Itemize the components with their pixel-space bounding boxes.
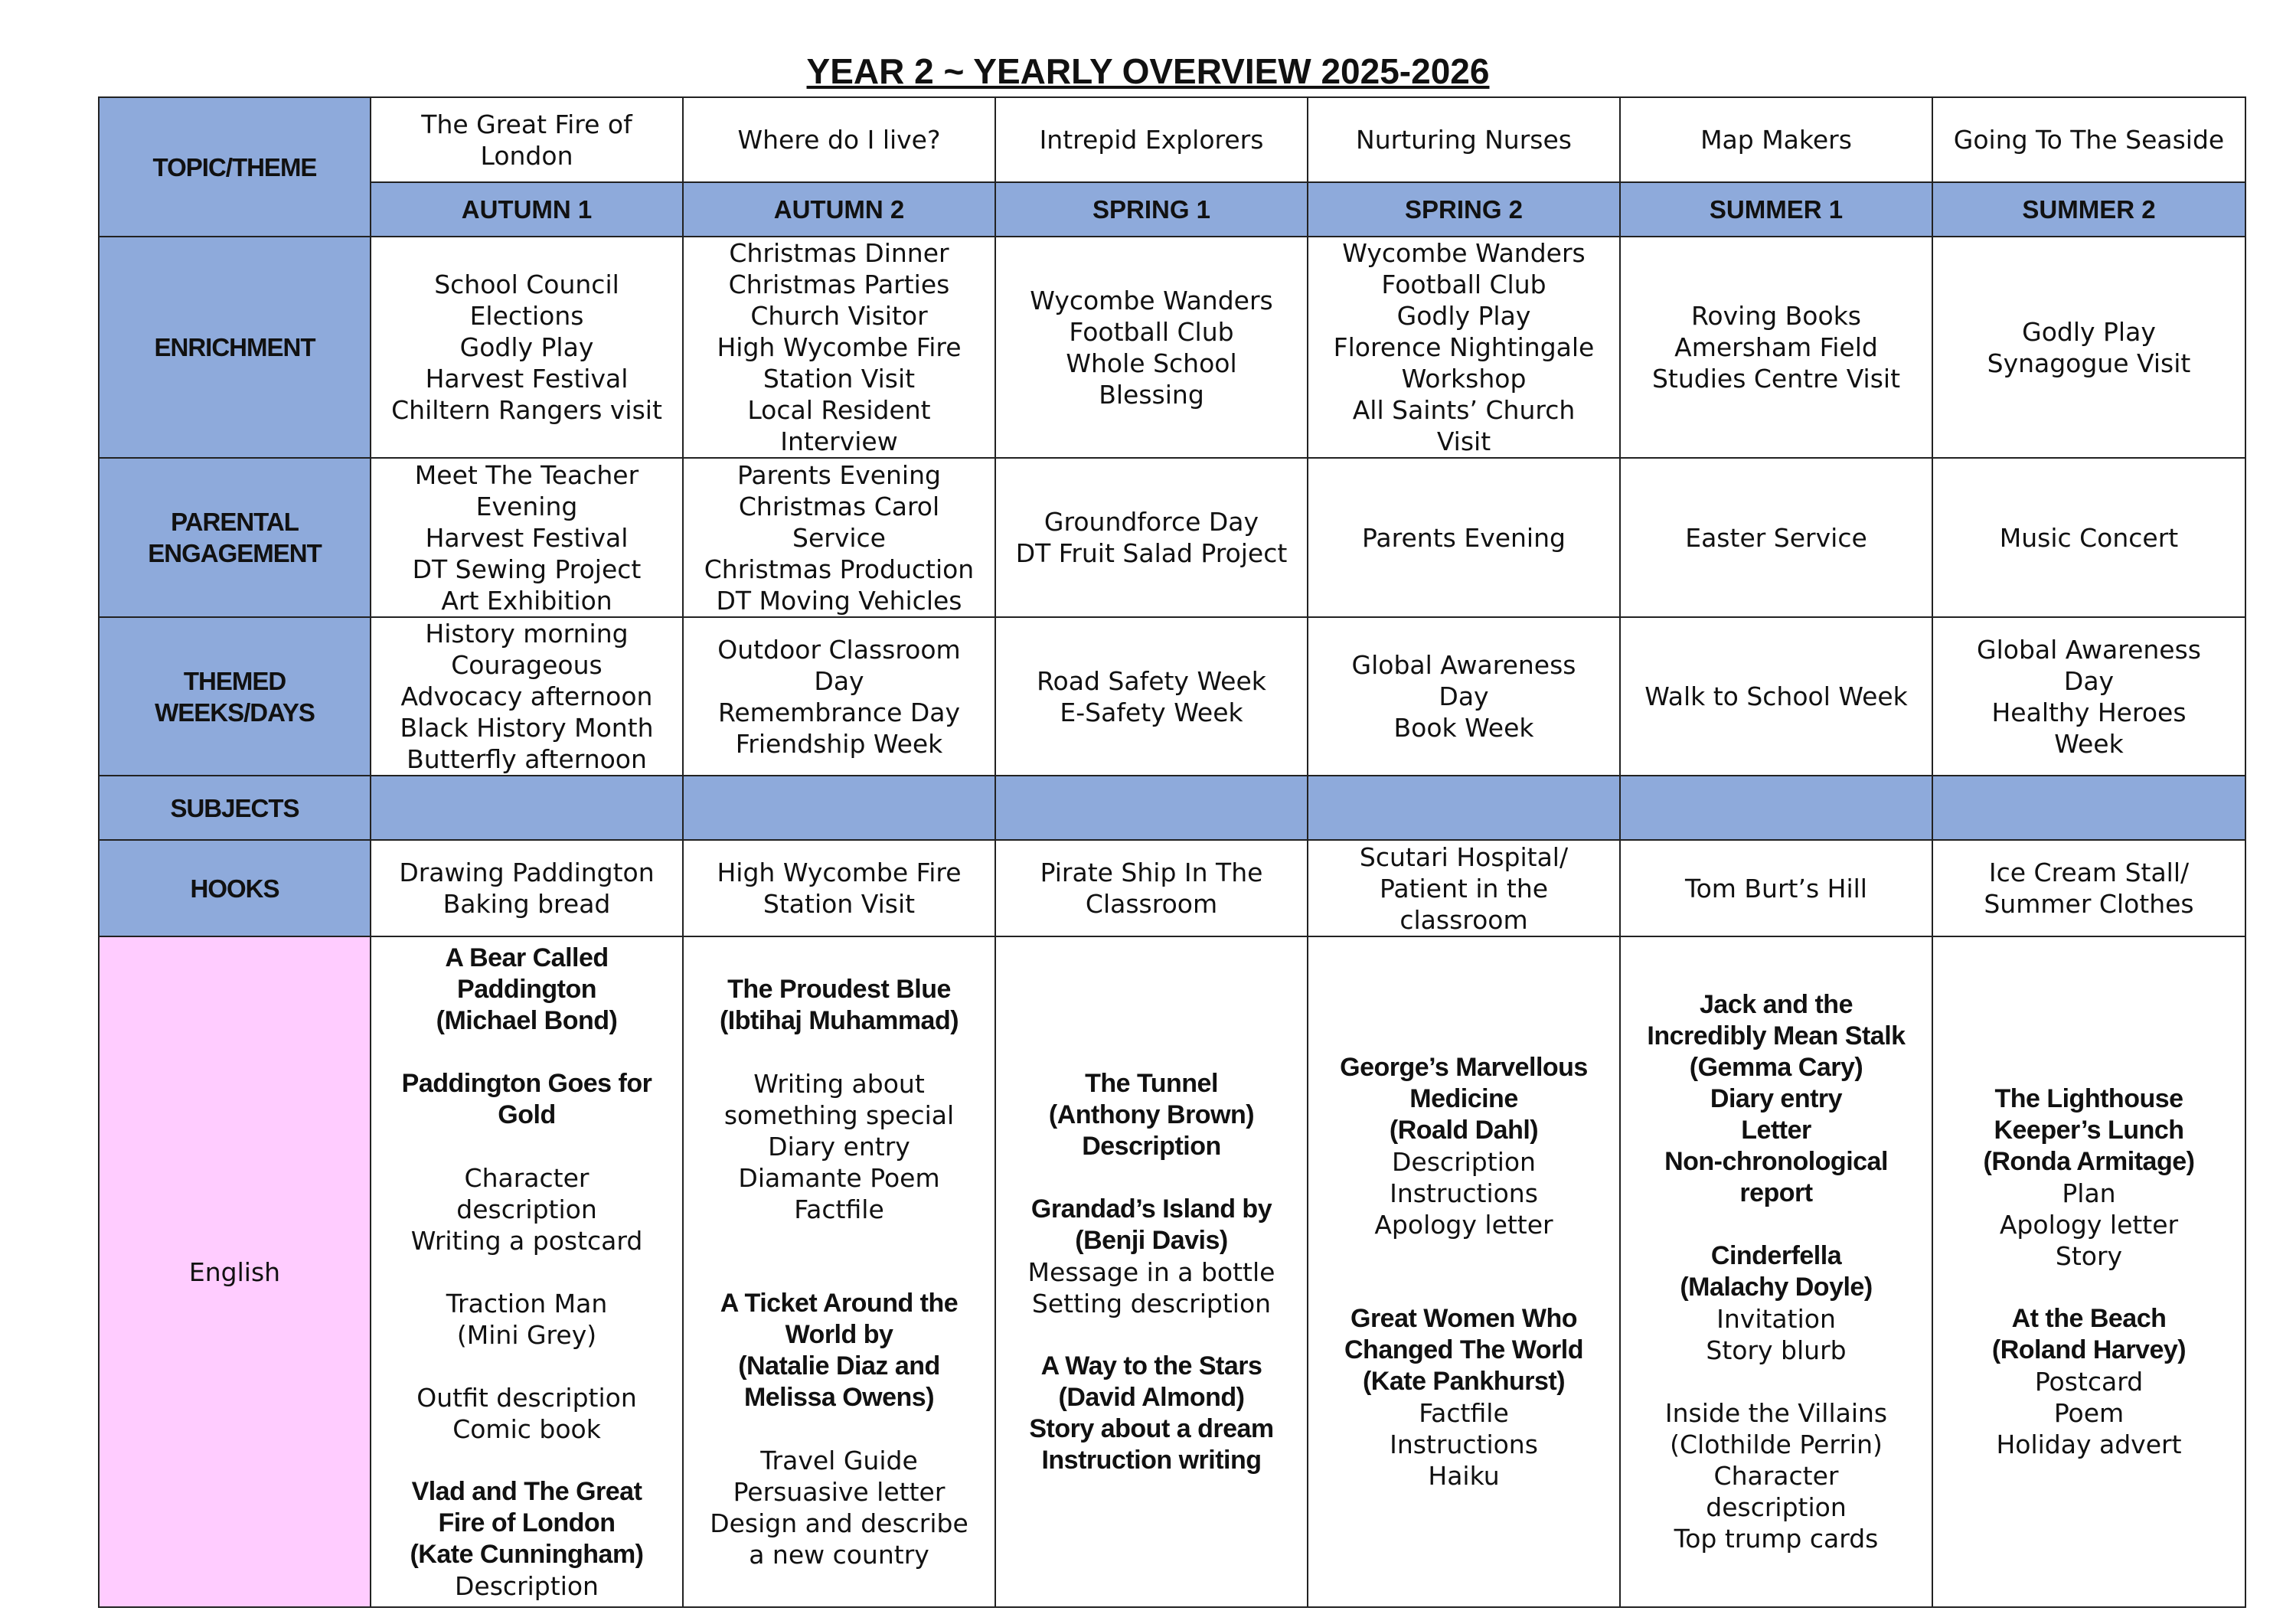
activity-line: Apology letter — [1999, 1210, 2179, 1240]
book-title-line: Paddington Goes for — [401, 1068, 652, 1098]
line-gap — [376, 1351, 678, 1382]
cell-line: Tom Burt’s Hill — [1685, 873, 1867, 903]
book-title-line: At the Beach — [2011, 1304, 2167, 1333]
activity-line: Holiday advert — [1996, 1430, 2182, 1459]
cell-line: Art Exhibition — [441, 585, 612, 616]
activity-line: Traction Man — [446, 1288, 608, 1318]
row-header-themed-days — [99, 617, 371, 776]
cell-line: Evening — [475, 491, 578, 521]
cell-line: Roving Books — [1690, 301, 1861, 331]
book-title-line: (Natalie Diaz and — [738, 1351, 940, 1381]
parental-cell — [995, 458, 1308, 617]
cell-line: E-Safety Week — [1060, 697, 1243, 727]
enrichment-cell — [371, 237, 683, 458]
book-title-line: (Ronda Armitage) — [1983, 1147, 2195, 1176]
book-title-line: (Benji Davis) — [1075, 1225, 1228, 1255]
enrichment-cell — [1620, 237, 1932, 458]
row-header-enrichment: ENRICHMENT — [99, 237, 371, 458]
cell-line: Drawing Paddington — [399, 858, 655, 887]
cell-line: Godly Play — [1396, 301, 1531, 331]
activity-line: Persuasive letter — [733, 1476, 946, 1507]
line-gap — [688, 1037, 990, 1068]
parental-cell — [371, 458, 683, 617]
book-title-line: The Lighthouse — [1994, 1084, 2183, 1113]
cell-line: Where do I live? — [737, 125, 941, 155]
row-header-subjects: SUBJECTS — [99, 776, 371, 840]
cell-line: Christmas Parties — [728, 270, 950, 299]
cell-line: Pirate Ship In The — [1040, 858, 1263, 887]
activity-line: Inside the Villains — [1664, 1398, 1888, 1428]
themed-cell — [995, 617, 1308, 776]
book-title-line: Cinderfella — [1710, 1241, 1842, 1270]
cell-line: WEEKS/DAYS — [155, 698, 315, 727]
cell-line: Walk to School Week — [1644, 681, 1908, 711]
cell-line: London — [480, 140, 573, 171]
row-header-hooks: HOOKS — [99, 840, 371, 936]
themed-cell — [371, 617, 683, 776]
activity-line: Description — [1392, 1147, 1536, 1177]
book-title-line: report — [1739, 1178, 1813, 1207]
english-cell — [995, 936, 1308, 1607]
book-title-line: (Roald Dahl) — [1389, 1116, 1539, 1145]
activity-line: (Clothilde Perrin) — [1670, 1430, 1883, 1459]
activity-line: Writing about — [753, 1068, 925, 1099]
cell-line: Amersham Field — [1674, 332, 1878, 362]
cell-line: Studies Centre Visit — [1651, 364, 1901, 394]
cell-line: Week — [2054, 728, 2124, 759]
themed-days-row — [99, 617, 2245, 776]
cell-line: Global Awareness — [1351, 650, 1576, 680]
cell-line: Workshop — [1401, 364, 1527, 394]
cell-line: Parents Evening — [737, 459, 941, 490]
cell-line: Parents Evening — [1362, 522, 1566, 553]
cell-line: Ice Cream Stall/ — [1988, 858, 2190, 887]
line-gap — [688, 1225, 990, 1256]
activity-line: Factfile — [1419, 1398, 1509, 1428]
cell-line: DT Moving Vehicles — [716, 585, 962, 616]
activity-line: Diamante Poem — [738, 1162, 940, 1193]
activity-line: Poem — [2053, 1398, 2125, 1428]
cell-line: Book Week — [1393, 713, 1534, 743]
cell-line: Godly Play — [459, 332, 594, 362]
book-title-line: Jack and the — [1700, 990, 1853, 1019]
cell-line: Music Concert — [1999, 522, 2179, 553]
book-title-line: Instruction writing — [1041, 1445, 1262, 1475]
book-title-line: A Ticket Around the — [720, 1288, 959, 1318]
line-gap — [1625, 1366, 1927, 1397]
subjects-blank-cell — [371, 776, 683, 840]
activity-line: Instructions — [1390, 1178, 1538, 1208]
enrichment-row — [99, 237, 2245, 458]
book-title-line: (Kate Pankhurst) — [1362, 1367, 1566, 1396]
activity-line: Character — [464, 1162, 590, 1193]
activity-line: Outfit description — [416, 1382, 637, 1413]
themed-cell — [1620, 617, 1932, 776]
line-gap — [376, 1445, 678, 1476]
page-title: YEAR 2 ~ YEARLY OVERVIEW 2025-2026 — [806, 51, 1490, 91]
book-title-line: Melissa Owens) — [743, 1382, 935, 1412]
book-title-line: Keeper’s Lunch — [1994, 1116, 2184, 1145]
line-gap — [1001, 1319, 1302, 1351]
activity-line: something special — [723, 1100, 955, 1130]
enrichment-cell — [683, 237, 995, 458]
yearly-overview-table — [98, 96, 2246, 1608]
enrichment-cell — [995, 237, 1308, 458]
cell-line: Remembrance Day — [717, 697, 961, 727]
book-title-line: (Anthony Brown) — [1048, 1100, 1255, 1129]
subjects-blank-cell — [1308, 776, 1620, 840]
activity-line: Diary entry — [768, 1131, 910, 1162]
themed-cell — [683, 617, 995, 776]
cell-line: Courageous — [451, 650, 603, 680]
subjects-blank-cell — [683, 776, 995, 840]
activity-line: Invitation — [1716, 1304, 1836, 1334]
activity-line: Haiku — [1428, 1461, 1500, 1491]
book-title-line: Description — [1082, 1131, 1221, 1161]
cell-line: Healthy Heroes — [1991, 697, 2187, 727]
activity-line: Setting description — [1031, 1288, 1272, 1318]
activity-line: Character — [1713, 1461, 1839, 1491]
parental-cell — [683, 458, 995, 617]
parental-cell — [1932, 458, 2245, 617]
cell-line: Day — [1439, 681, 1489, 711]
activity-line: Comic book — [452, 1413, 601, 1444]
book-title-line: Story about a dream — [1029, 1413, 1274, 1443]
book-title-line: Medicine — [1409, 1084, 1518, 1113]
activity-line: Message in a bottle — [1027, 1256, 1275, 1287]
cell-line: Christmas Production — [704, 554, 975, 584]
book-title-line: The Proudest Blue — [727, 974, 951, 1004]
book-title-line: A Way to the Stars — [1040, 1351, 1262, 1381]
cell-line: Whole School — [1066, 348, 1237, 378]
cell-line: DT Fruit Salad Project — [1015, 538, 1288, 568]
term-row — [99, 182, 2245, 237]
cell-line: Groundforce Day — [1043, 507, 1259, 537]
cell-line: Nurturing Nurses — [1356, 125, 1572, 155]
parental-cell — [1308, 458, 1620, 617]
line-gap — [376, 1256, 678, 1288]
book-title-line: George’s Marvellous — [1340, 1053, 1588, 1082]
line-gap — [1625, 1209, 1927, 1240]
topic-cell — [995, 97, 1308, 182]
cell-line: Wycombe Wanders — [1342, 238, 1586, 268]
parental-engagement-row — [99, 458, 2245, 617]
cell-line: Global Awareness — [1977, 634, 2201, 665]
line-gap — [688, 1413, 990, 1445]
row-header-english: English — [99, 936, 371, 1607]
cell-line: Station Visit — [763, 364, 916, 394]
topic-cell — [371, 97, 683, 182]
cell-line: ENGAGEMENT — [148, 539, 322, 567]
cell-line: Interview — [780, 426, 898, 456]
hooks-cell — [1620, 840, 1932, 936]
hooks-cell — [1932, 840, 2245, 936]
cell-line: Black History Month — [400, 713, 654, 743]
book-title-line: Diary entry — [1710, 1084, 1843, 1113]
cell-line: Synagogue Visit — [1987, 348, 2191, 378]
book-title-line: Gold — [498, 1100, 556, 1129]
line-gap — [688, 1256, 990, 1288]
english-row — [99, 936, 2245, 1607]
book-title-line: Incredibly Mean Stalk — [1647, 1021, 1906, 1051]
cell-line: Football Club — [1069, 316, 1234, 347]
cell-line: Florence Nightingale — [1333, 332, 1595, 362]
activity-line: Design and describe — [710, 1508, 968, 1538]
subjects-blank-cell — [1932, 776, 2245, 840]
cell-line: Christmas Dinner — [729, 238, 949, 268]
cell-line: Map Makers — [1700, 125, 1852, 155]
cell-line: Friendship Week — [735, 728, 943, 759]
activity-line: Postcard — [2034, 1367, 2144, 1397]
cell-line: Outdoor Classroom — [717, 634, 961, 665]
line-gap — [1313, 1272, 1615, 1303]
activity-line: Plan — [2062, 1178, 2116, 1208]
activity-line: Story blurb — [1706, 1335, 1847, 1365]
cell-line: Easter Service — [1685, 522, 1867, 553]
cell-line: classroom — [1399, 904, 1528, 935]
activity-line: Top trump cards — [1674, 1524, 1879, 1554]
line-gap — [1313, 1240, 1615, 1272]
cell-line: THEMED — [183, 666, 286, 695]
cell-line: High Wycombe Fire — [717, 858, 962, 887]
cell-line: Scutari Hospital/ — [1359, 841, 1569, 872]
book-title-line: Changed The World — [1344, 1335, 1583, 1364]
cell-line: Butterfly afternoon — [407, 744, 647, 774]
english-cell — [371, 936, 683, 1607]
book-title-line: (Michael Bond) — [436, 1005, 618, 1035]
themed-cell — [1932, 617, 2245, 776]
activity-line: Writing a postcard — [410, 1225, 643, 1256]
line-gap — [1938, 1272, 2240, 1303]
activity-line: Factfile — [794, 1194, 884, 1224]
line-gap — [1001, 1162, 1302, 1194]
row-header-parental-engagement — [99, 458, 371, 617]
subjects-blank-cell — [995, 776, 1308, 840]
cell-line: Advocacy afternoon — [400, 681, 653, 711]
cell-line: Local Resident — [747, 395, 931, 425]
activity-line: Apology letter — [1374, 1210, 1553, 1240]
activity-line: (Mini Grey) — [456, 1319, 597, 1350]
cell-line: Chiltern Rangers visit — [391, 395, 662, 425]
book-title-line: (David Almond) — [1058, 1382, 1245, 1412]
activity-line: Story — [2055, 1241, 2123, 1271]
cell-line: PARENTAL — [171, 508, 299, 536]
book-title-line: Grandad’s Island by — [1030, 1194, 1272, 1224]
cell-line: Harvest Festival — [425, 522, 629, 553]
term-header: SUMMER 2 — [1932, 182, 2245, 237]
cell-line: DT Sewing Project — [412, 554, 642, 584]
cell-line: Meet The Teacher — [414, 459, 639, 490]
cell-line: Harvest Festival — [425, 364, 629, 394]
line-gap — [376, 1037, 678, 1068]
cell-line: Patient in the — [1379, 873, 1549, 903]
cell-line: Wycombe Wanders — [1030, 285, 1273, 315]
cell-line: All Saints’ Church — [1352, 395, 1576, 425]
cell-line: The Great Fire of — [421, 109, 632, 139]
activity-line: description — [456, 1194, 597, 1224]
book-title-line: Vlad and The Great — [411, 1476, 642, 1506]
cell-line: Day — [814, 665, 864, 696]
hooks-cell — [995, 840, 1308, 936]
cell-line: Godly Play — [2022, 316, 2156, 347]
book-title-line: World by — [785, 1319, 893, 1349]
cell-line: History morning — [425, 619, 629, 649]
hooks-row — [99, 840, 2245, 936]
cell-line: High Wycombe Fire — [717, 332, 962, 362]
activity-line: Travel Guide — [760, 1445, 918, 1475]
activity-line: Description — [455, 1570, 599, 1601]
term-header: SPRING 1 — [995, 182, 1308, 237]
subjects-row — [99, 776, 2245, 840]
book-title-line: The Tunnel — [1085, 1068, 1218, 1098]
cell-line: Christmas Carol — [738, 491, 940, 521]
hooks-cell — [683, 840, 995, 936]
cell-line: Service — [792, 522, 886, 553]
cell-line: Intrepid Explorers — [1039, 125, 1264, 155]
book-title-line: (Malachy Doyle) — [1680, 1273, 1873, 1302]
cell-line: Summer Clothes — [1984, 889, 2194, 919]
book-title-line: (Ibtihaj Muhammad) — [719, 1005, 959, 1035]
topic-cell — [1620, 97, 1932, 182]
enrichment-cell — [1932, 237, 2245, 458]
hooks-cell — [1308, 840, 1620, 936]
cell-line: Going To The Seaside — [1953, 125, 2225, 155]
topic-cell — [683, 97, 995, 182]
cell-line: Station Visit — [763, 889, 916, 919]
english-cell — [1620, 936, 1932, 1607]
cell-line: Visit — [1436, 426, 1491, 456]
cell-line: Football Club — [1381, 270, 1546, 299]
english-cell — [1308, 936, 1620, 1607]
book-title-line: Non-chronological — [1664, 1147, 1888, 1176]
cell-line: Classroom — [1085, 889, 1218, 919]
cell-line: Blessing — [1099, 379, 1204, 410]
book-title-line: Paddington — [457, 974, 596, 1004]
line-gap — [376, 1131, 678, 1162]
english-cell — [683, 936, 995, 1607]
activity-line: description — [1706, 1492, 1847, 1522]
enrichment-cell — [1308, 237, 1620, 458]
subjects-blank-cell — [1620, 776, 1932, 840]
cell-line: Church Visitor — [750, 301, 928, 331]
topic-cell — [1932, 97, 2245, 182]
activity-line: a new country — [749, 1539, 929, 1570]
topic-row — [99, 97, 2245, 182]
term-header: SUMMER 1 — [1620, 182, 1932, 237]
term-header: AUTUMN 1 — [371, 182, 683, 237]
parental-cell — [1620, 458, 1932, 617]
term-header: SPRING 2 — [1308, 182, 1620, 237]
book-title-line: (Gemma Cary) — [1689, 1053, 1863, 1082]
book-title-line: Letter — [1741, 1116, 1811, 1145]
row-header-topic: TOPIC/THEME — [99, 97, 371, 237]
english-cell — [1932, 936, 2245, 1607]
book-title-line: (Roland Harvey) — [1991, 1335, 2187, 1364]
cell-line: School Council — [434, 270, 619, 299]
term-header: AUTUMN 2 — [683, 182, 995, 237]
themed-cell — [1308, 617, 1620, 776]
activity-line: Instructions — [1390, 1430, 1538, 1459]
hooks-cell — [371, 840, 683, 936]
book-title-line: Fire of London — [438, 1508, 616, 1537]
cell-line: Road Safety Week — [1037, 665, 1266, 696]
cell-line: Baking bread — [443, 889, 611, 919]
cell-line: Day — [2063, 665, 2115, 696]
book-title-line: A Bear Called — [445, 943, 609, 972]
topic-cell — [1308, 97, 1620, 182]
book-title-line: (Kate Cunningham) — [410, 1539, 644, 1569]
cell-line: Elections — [469, 301, 584, 331]
book-title-line: Great Women Who — [1350, 1304, 1577, 1333]
